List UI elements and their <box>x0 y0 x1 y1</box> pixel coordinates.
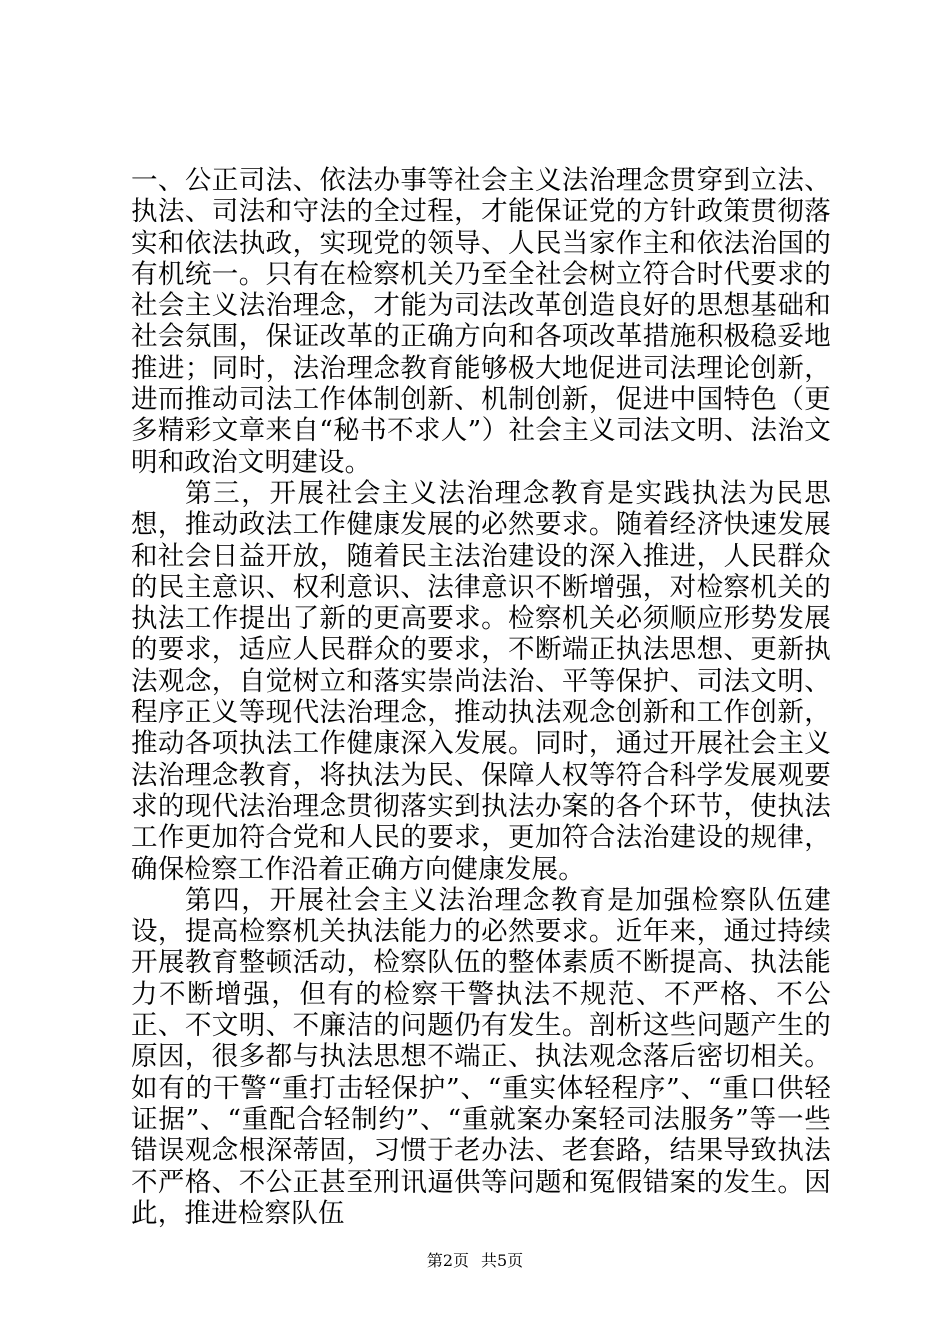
page-footer <box>0 1251 950 1271</box>
page-number: 第2页 <box>426 1251 469 1270</box>
paragraph-1: 一、公正司法、依法办事等社会主义法治理念贯穿到立法、执法、司法和守法的全过程，才能保证党的方针政策贯彻落实和依法执政，实现党的领导、人民当家作主和依法治国的有机统一。只有在检察机关乃至全社会树立符合时代要求的社会主义法治理念，才能为司法改革创造良好的思想基础和社会氛围，保证改革的正确方向和各项改革措施积极稳妥地推进；同时，法治理念教育能够极大地促进司法理论创新，进而推动司法工作体制创新、机制创新，促进中国特色（更多精彩文章来自“秘书不求人”）社会主义司法文明、法治文明和政治文明建设。 <box>131 165 831 478</box>
page-total: 共5页 <box>481 1251 524 1270</box>
document-body <box>131 165 831 1229</box>
paragraph-3: 第四，开展社会主义法治理念教育是加强检察队伍建设，提高检察机关执法能力的必然要求。近年来，通过持续开展教育整顿活动，检察队伍的整体素质不断提高、执法能力不断增强，但有的检察干警执法不规范、不严格、不公正、不文明、不廉洁的问题仍有发生。剖析这些问题产生的原因，很多都与执法思想不端正、执法观念落后密切相关。如有的干警“重打击轻保护”、“重实体轻程序”、“重口供轻证据”、“重配合轻制约”、“重就案办案轻司法服务”等一些错误观念根深蒂固，习惯于老办法、老套路，结果导致执法不严格、不公正甚至刑讯逼供等问题和冤假错案的发生。因此，推进检察队伍 <box>131 884 831 1229</box>
paragraph-2: 第三，开展社会主义法治理念教育是实践执法为民思想，推动政法工作健康发展的必然要求。随着经济快速发展和社会日益开放，随着民主法治建设的深入推进，人民群众的民主意识、权利意识、法律意识不断增强，对检察机关的执法工作提出了新的更高要求。检察机关必须顺应形势发展的要求，适应人民群众的要求，不断端正执法思想、更新执法观念，自觉树立和落实崇尚法治、平等保护、司法文明、程序正义等现代法治理念，推动执法观念创新和工作创新，推动各项执法工作健康深入发展。同时，通过开展社会主义法治理念教育，将执法为民、保障人权等符合科学发展观要求的现代法治理念贯彻落实到执法办案的各个环节，使执法工作更加符合党和人民的要求，更加符合法治建设的规律，确保检察工作沿着正确方向健康发展。 <box>131 477 831 885</box>
